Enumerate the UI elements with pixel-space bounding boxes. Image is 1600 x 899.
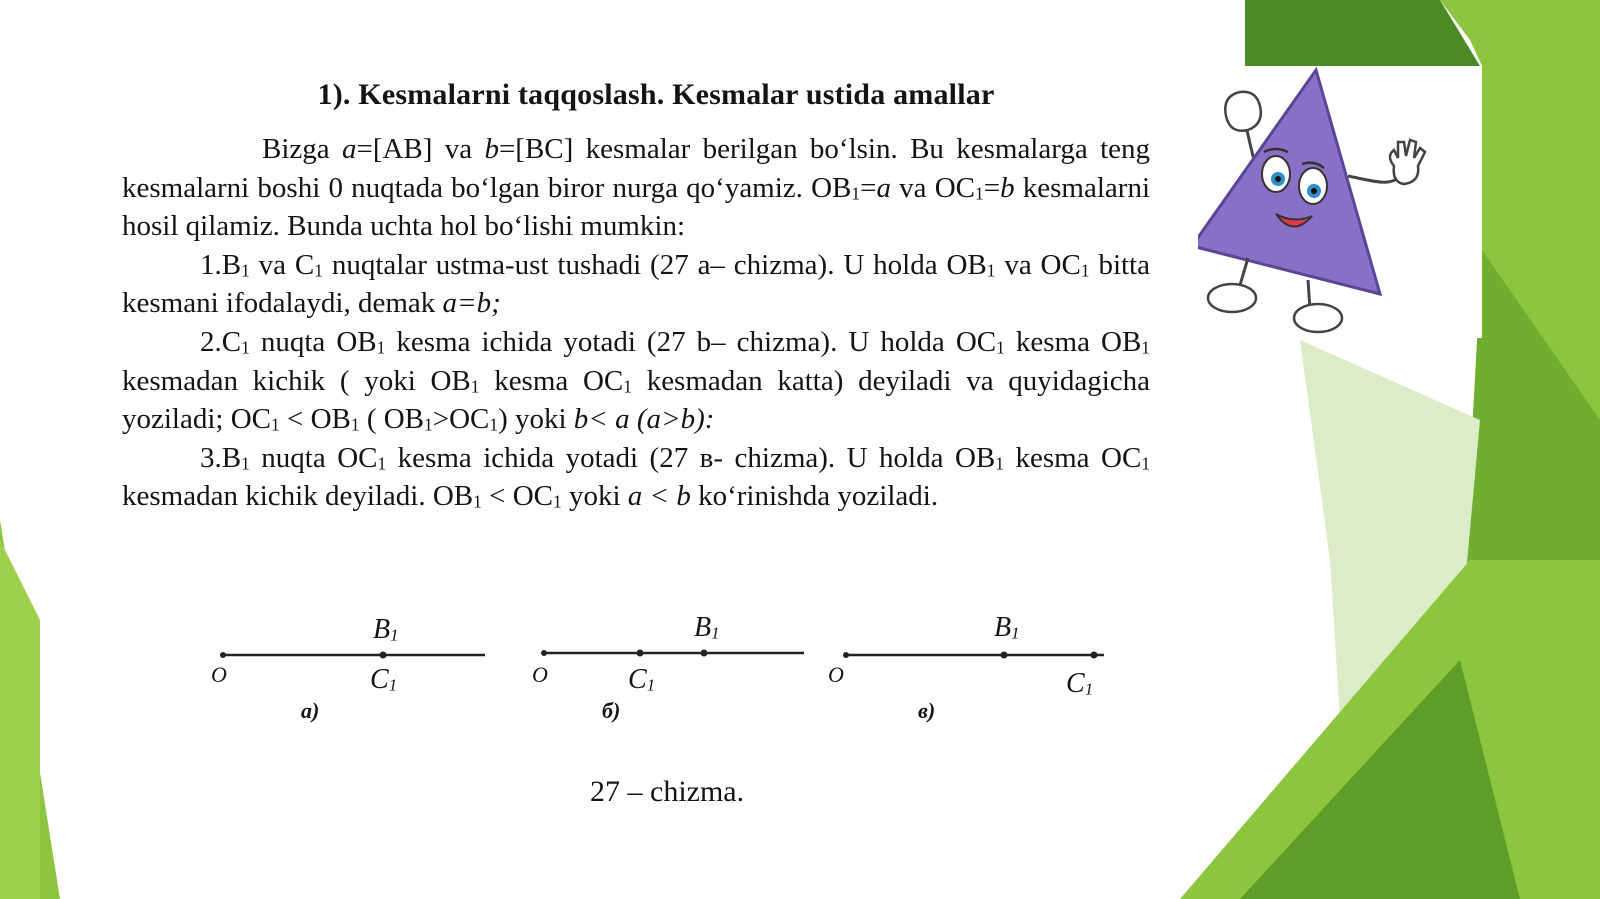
triangle-mascot-icon	[1198, 66, 1482, 338]
figure-c-point-b1	[1001, 652, 1008, 659]
document-body	[122, 78, 1150, 516]
figure-c-point-c1	[1091, 652, 1098, 659]
figure-a-c-label: $C_1$	[370, 664, 398, 695]
figure-c-o-label: O	[828, 662, 844, 687]
figure-b-b-label: $B_1$	[694, 612, 720, 643]
figure-a-caption: a)	[301, 698, 320, 723]
figure-c-caption: в)	[918, 698, 936, 723]
figure-b-point-o	[541, 650, 547, 656]
figure-c-point-o	[843, 652, 849, 658]
figure-a-o-label: O	[211, 662, 227, 687]
case-1-paragraph: $1.B_1$ va $C_1$ nuqtalar ustma-ust tushadi (27 a– chizma). U holda $OB_1$ va $OC_1$ bitta kesmani ifodalaydi, demak a=b;	[122, 248, 1150, 320]
figure-b-point-c1	[637, 650, 644, 657]
segment-figures	[0, 600, 1150, 740]
figure-c-b-label: $B_1$	[994, 612, 1020, 643]
figure-a-ray	[205, 600, 495, 710]
figure-a-point-b1-c1	[380, 652, 387, 659]
case-3-paragraph: $3.B_1$ nuqta $OC_1$ kesma ichida yotadi (27 в- chizma). U holda $OB_1$ kesma $OC_1$ kesmadan kichik deyiladi. $OB_1 < OC_1$ yoki a < b ko‘rinishda yoziladi.	[122, 441, 1151, 513]
figure-b-caption: б)	[602, 698, 621, 723]
figure-c	[826, 600, 1116, 723]
figure-b-o-label: O	[532, 662, 548, 687]
figure-caption: 27 – chizma.	[590, 775, 745, 808]
triangle-mascot-picture	[1198, 66, 1482, 338]
figure-b-ray	[522, 600, 812, 710]
figure-c-c-label: $C_1$	[1066, 668, 1094, 699]
case-2-paragraph: $2.C_1$ nuqta $OB_1$ kesma ichida yotadi (27 b– chizma). U holda $OC_1$ kesma $OB_1$ kesmadan kichik ( yoki $OB_1$ kesma $OC_1$ kesmadan katta) deyiladi va quyidagicha yoziladi; $OC_1 < OB_1$ ( $OB_1>OC_1$) yoki b< a (a>b):	[122, 325, 1151, 436]
section-title: 1). Kesmalarni taqqoslash. Kesmalar ustida amallar	[317, 78, 995, 111]
intro-paragraph: Bizga a=[AB] va b=[BC] kesmalar berilgan bo‘lsin. Bu kesmalarga teng kesmalarni boshi 0 nuqtada bo‘lgan biror nurga qo‘yamiz. $OB_1=a$ va $OC_1=b$ kesmalarni hosil qilamiz. Bunda uchta hol bo‘lishi mumkin:	[122, 133, 1150, 243]
figure-a-b-label: $B_1$	[373, 614, 399, 645]
figure-b-c-label: $C_1$	[628, 664, 656, 695]
figure-a-point-o	[220, 652, 226, 658]
figure-b	[522, 600, 812, 723]
figure-b-point-b1	[701, 650, 708, 657]
green-top-right-dark-shape	[1245, 0, 1480, 66]
figure-a	[205, 600, 495, 723]
